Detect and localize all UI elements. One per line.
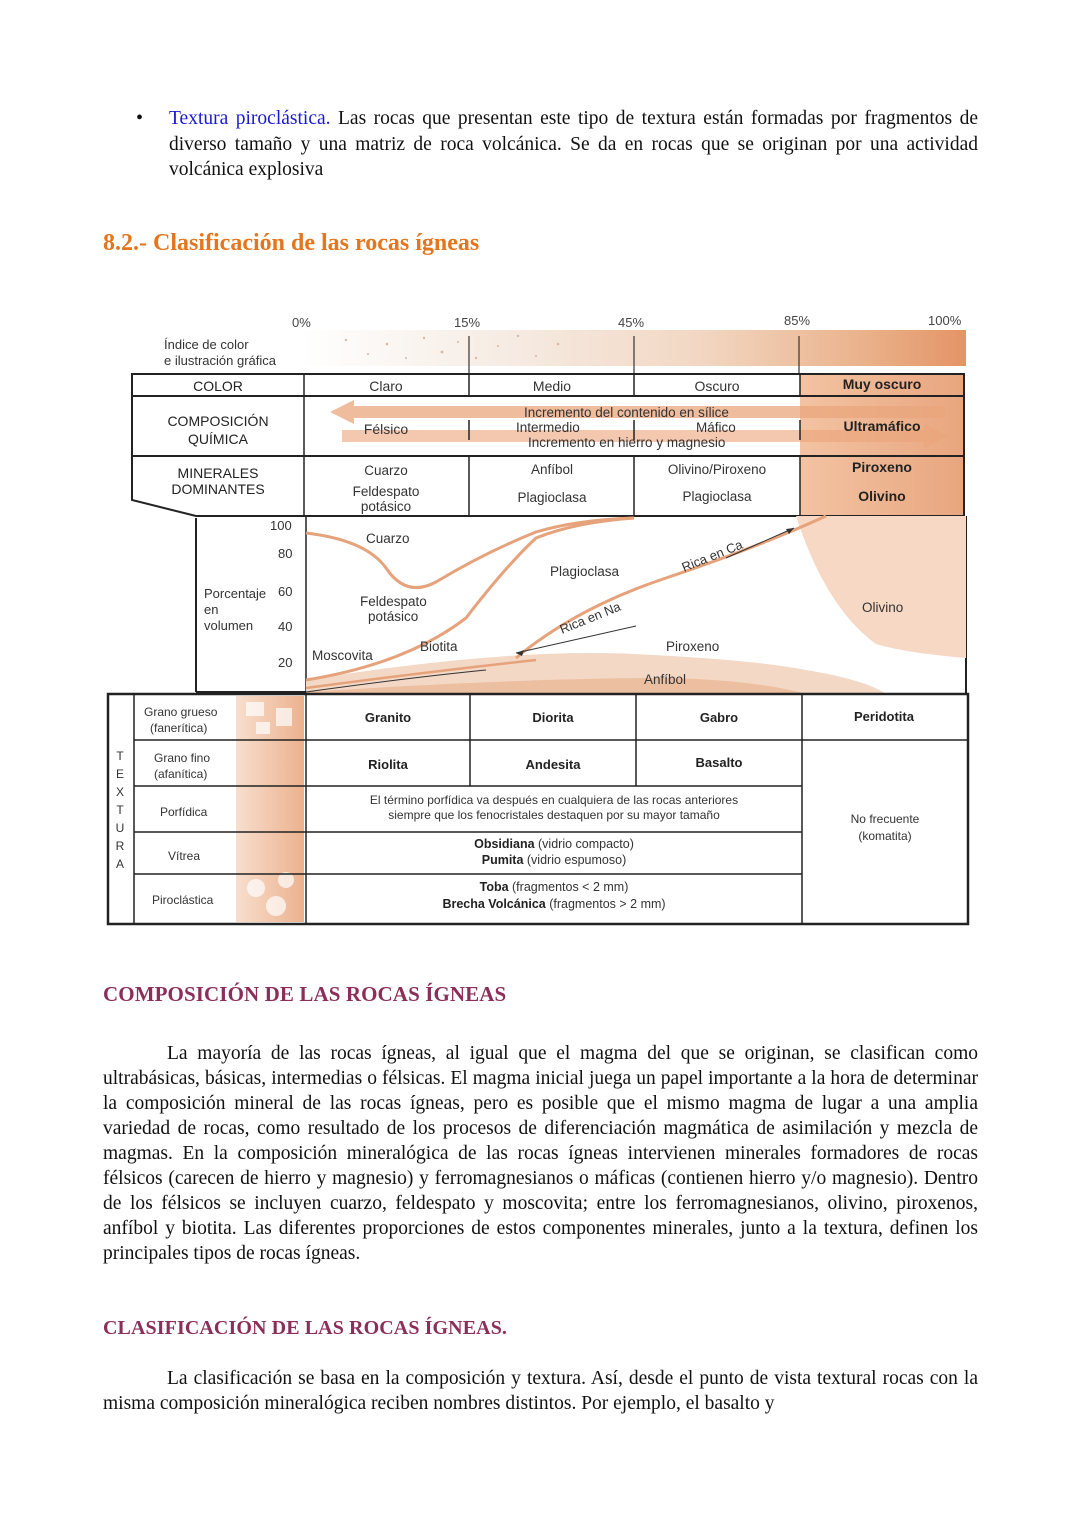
- rock-riolita: Riolita: [368, 757, 408, 772]
- tex-piroclastica: Piroclástica: [152, 893, 214, 907]
- color-muy-oscuro: Muy oscuro: [842, 376, 922, 392]
- classification-diagram: [106, 308, 972, 926]
- vol-label-2: en: [204, 602, 219, 617]
- label-piroxeno: Piroxeno: [666, 639, 720, 654]
- porphyry-note-1: El término porfídica va después en cualquiera de las rocas anteriores: [369, 793, 739, 807]
- bullet-paragraph: [169, 106, 978, 183]
- vol-tick-100: 100: [270, 518, 292, 533]
- vol-tick-40: 40: [278, 619, 293, 634]
- label-feldespato-2: potásico: [368, 609, 419, 624]
- svg-text:U: U: [115, 821, 125, 835]
- min-plagioclasa-2: Plagioclasa: [682, 489, 752, 504]
- rock-gabro: Gabro: [699, 710, 739, 725]
- tex-grueso-1: Grano grueso: [144, 705, 218, 719]
- pumita: Pumita: [481, 853, 524, 867]
- tex-vitrea: Vítrea: [168, 849, 201, 863]
- porphyry-note-2: siempre que los fenocristales destaquen por su mayor tamaño: [388, 808, 720, 822]
- index-label-2: e ilustración gráfica: [164, 353, 276, 368]
- classification-figure: [106, 308, 972, 926]
- comp-iron: Incremento en hierro y magnesio: [528, 435, 726, 450]
- obsidiana-note: (vidrio compacto): [534, 837, 634, 851]
- term-link[interactable]: Textura piroclástica.: [169, 108, 331, 129]
- tex-grueso-2: (fanerítica): [150, 721, 208, 735]
- min-olivino-piroxeno: Olivino/Piroxeno: [667, 462, 767, 477]
- classification-text: La clasificación se basa en la composición y textura. Así, desde el punto de vista textural rocas con la misma composición mineralógica reciben nombres distintos. Por ejemplo, el basalto y: [103, 1368, 978, 1414]
- label-plagioclasa: Plagioclasa: [550, 564, 620, 579]
- bullet-body: Las rocas que presentan este tipo de textura están formadas por fragmentos de diverso tamaño y una matriz de roca volcánica. Se da en rocas que se originan por una actividad volcánica explosiva: [169, 108, 978, 180]
- section-heading: 8.2.- Clasificación de las rocas ígneas: [103, 230, 480, 256]
- tick-45: 45%: [618, 315, 645, 330]
- color-oscuro: Oscuro: [694, 378, 740, 394]
- classification-heading: CLASIFICACIÓN DE LAS ROCAS ÍGNEAS.: [103, 1317, 508, 1339]
- rock-diorita: Diorita: [532, 710, 574, 725]
- rock-andesita: Andesita: [525, 757, 581, 772]
- composition-text: La mayoría de las rocas ígneas, al igual que el magma del que se originan, se clasifican como ultrabásicas, básicas, intermedias o félsicas. El magma inicial juega un papel importante a la hora de determinar la composición mineral de las rocas ígneas, pero es posible que el mismo magma de lugar a una amplia variedad de rocas, como resultado de los procesos de diferenciación magmática de asimilación y mezcla de magmas. En la composición mineralógica de las rocas ígneas intervienen minerales formadores de rocas félsicos (carecen de hierro y magnesio) y ferromagnesianos o máficas (contienen hierro y/o magnesio). Dentro de los félsicos se incluyen cuarzo, feldespato y moscovita; entre los ferromagnesianos, olivino, piroxenos, anfíbol y biotita. Las diferentes proporciones de estos componentes minerales, junto a la textura, definen los principales tipos de rocas ígneas.: [103, 1043, 978, 1264]
- label-cuarzo: Cuarzo: [366, 531, 410, 546]
- vol-tick-20: 20: [278, 655, 293, 670]
- comp-mafic: Máfico: [696, 420, 736, 435]
- min-piroxeno: Piroxeno: [852, 459, 912, 475]
- toba-note: (fragmentos < 2 mm): [508, 880, 629, 894]
- not-frequent-1: No frecuente: [850, 812, 920, 826]
- min-cuarzo: Cuarzo: [364, 463, 408, 478]
- min-potasico: potásico: [360, 499, 412, 514]
- min-anfibol: Anfíbol: [530, 462, 574, 477]
- vol-label-1: Porcentaje: [204, 586, 267, 601]
- color-claro: Claro: [369, 378, 403, 394]
- svg-text:A: A: [115, 857, 125, 871]
- color-medio: Medio: [532, 378, 572, 394]
- label-feldespato-1: Feldespato: [360, 594, 427, 609]
- classification-paragraph: [103, 1366, 978, 1416]
- brecha-line: [442, 897, 665, 911]
- index-label-1: Índice de color: [164, 337, 249, 352]
- comp-ultramafic: Ultramáfico: [843, 418, 921, 434]
- comp-row-label-1: COMPOSICIÓN: [167, 413, 269, 429]
- tick-15: 15%: [454, 315, 481, 330]
- label-rica-ca: Rica en Ca: [679, 536, 745, 575]
- olivine-field: [796, 516, 966, 658]
- color-row-label: COLOR: [193, 378, 243, 394]
- comp-intermediate: Intermedio: [516, 420, 580, 435]
- rock-granito: Granito: [364, 710, 412, 725]
- obsidiana: Obsidiana: [474, 837, 535, 851]
- vol-tick-80: 80: [278, 546, 293, 561]
- composition-heading: COMPOSICIÓN DE LAS ROCAS ÍGNEAS: [103, 982, 507, 1006]
- min-feldespato: Feldespato: [352, 484, 420, 499]
- comp-silica: Incremento del contenido en sílice: [524, 405, 729, 420]
- tex-porfidica: Porfídica: [160, 805, 208, 819]
- min-row-label-2: DOMINANTES: [171, 481, 265, 497]
- brecha: Brecha Volcánica: [442, 897, 546, 911]
- min-row-label-1: MINERALES: [177, 465, 259, 481]
- vol-label-3: volumen: [204, 618, 254, 633]
- comp-row-label-2: QUÍMICA: [188, 431, 248, 447]
- tick-100: 100%: [928, 313, 962, 328]
- svg-text:E: E: [115, 767, 125, 781]
- label-anfibol: Anfíbol: [644, 672, 687, 687]
- rock-basalto: Basalto: [695, 755, 743, 770]
- min-olivino: Olivino: [858, 488, 906, 504]
- svg-text:X: X: [115, 785, 125, 799]
- composition-paragraph: [103, 1041, 978, 1266]
- tex-fino-2: (afanítica): [154, 767, 208, 781]
- svg-text:T: T: [116, 803, 124, 817]
- tex-fino-1: Grano fino: [154, 751, 211, 765]
- textura-t1: T: [116, 749, 124, 763]
- bullet-item: [136, 106, 978, 183]
- label-moscovita: Moscovita: [312, 648, 373, 663]
- comp-felsic: Félsico: [363, 421, 409, 437]
- label-olivino: Olivino: [862, 600, 904, 615]
- pumita-line: [482, 853, 627, 867]
- label-biotita: Biotita: [420, 639, 458, 654]
- pumita-note: (vidrio espumoso): [523, 853, 627, 867]
- not-frequent-2: (komatita): [858, 829, 912, 843]
- vol-tick-60: 60: [278, 584, 293, 599]
- svg-text:R: R: [115, 839, 125, 853]
- min-plagioclasa: Plagioclasa: [517, 490, 587, 505]
- label-rica-na: Rica en Na: [557, 598, 623, 637]
- tick-0: 0%: [292, 315, 311, 330]
- tick-85: 85%: [784, 313, 811, 328]
- toba-line: [480, 880, 629, 894]
- toba: Toba: [479, 880, 509, 894]
- brecha-note: (fragmentos > 2 mm): [545, 897, 666, 911]
- obsidiana-line: [474, 837, 634, 851]
- bullet-dot: •: [136, 107, 144, 129]
- rock-peridotita: Peridotita: [854, 709, 914, 724]
